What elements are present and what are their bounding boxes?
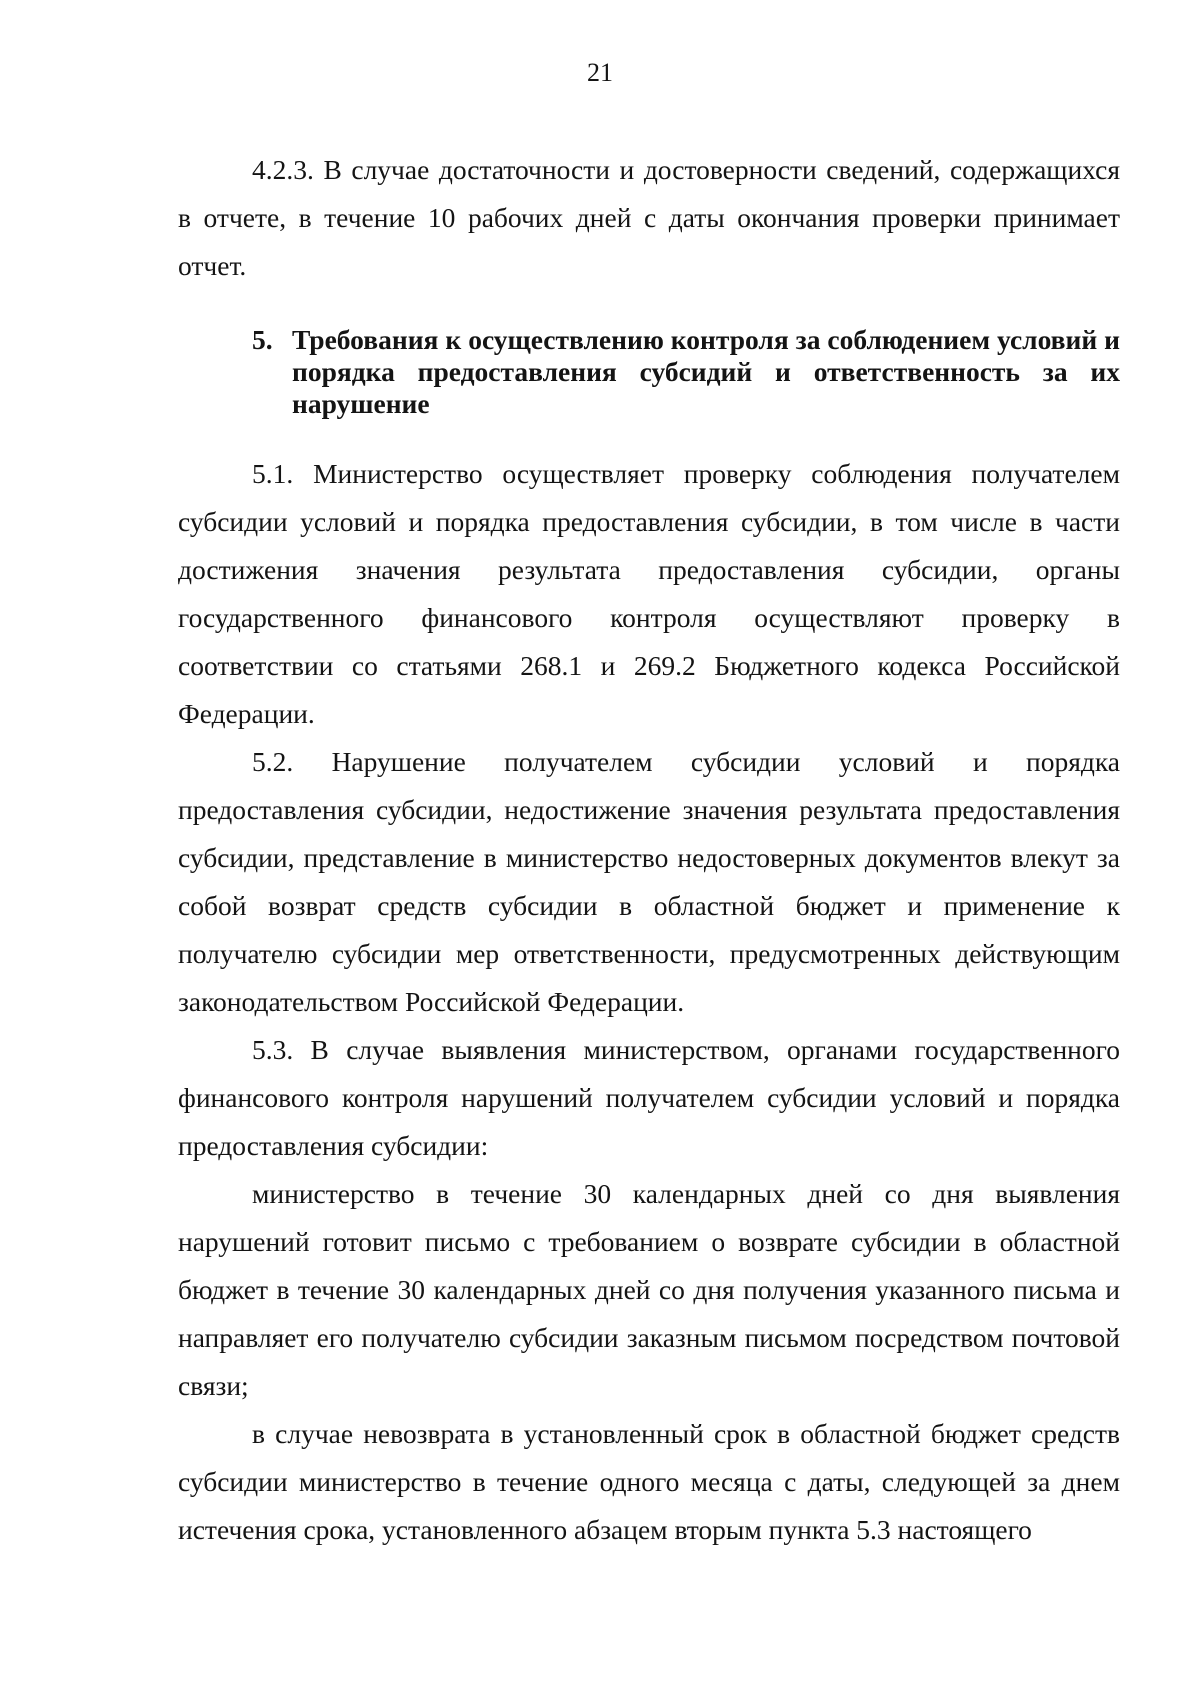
paragraph-5-3-subitem-2: в случае невозврата в установленный срок в областной бюджет средств субсидии министерство в течение одного месяца с даты, следующей за днем истечения срока, установленного абзацем вторым пункта 5.3 настоящего <box>178 1418 1120 1545</box>
paragraph-5-1: 5.1. Министерство осуществляет проверку соблюдения получателем субсидии условий и порядка предоставления субсидии, в том числе в части достижения значения результата предоставления субсидии, органы государственного финансового контроля осуществляют проверку в соответствии со статьями 268.1 и 269.2 Бюджетного кодекса Российской Федерации. <box>178 458 1120 729</box>
section-heading <box>252 324 1120 420</box>
paragraph-5-3-subitem-1: министерство в течение 30 календарных дней со дня выявления нарушений готовит письмо с требованием о возврате субсидии в областной бюджет в течение 30 календарных дней со дня получения указанного письма и направляет его получателю субсидии заказным письмом посредством почтовой связи; <box>178 1178 1120 1401</box>
document-body <box>178 146 1120 1554</box>
page-number: 21 <box>587 58 613 87</box>
section-heading-number: 5. <box>252 324 273 355</box>
paragraph-5-3: 5.3. В случае выявления министерством, органами государственного финансового контроля нарушений получателем субсидии условий и порядка предоставления субсидии: <box>178 1034 1120 1161</box>
section-heading-text: Требования к осуществлению контроля за соблюдением условий и порядка предоставления субсидий и ответственность за их нарушение <box>292 324 1120 419</box>
paragraph-5-2: 5.2. Нарушение получателем субсидии условий и порядка предоставления субсидии, недостижение значения результата предоставления субсидии, представление в министерство недостоверных документов влекут за собой возврат средств субсидии в областной бюджет и применение к получателю субсидии мер ответственности, предусмотренных действующим законодательством Российской Федерации. <box>178 746 1120 1017</box>
paragraph-4-2-3: 4.2.3. В случае достаточности и достоверности сведений, содержащихся в отчете, в течение 10 рабочих дней с даты окончания проверки принимает отчет. <box>178 154 1120 281</box>
